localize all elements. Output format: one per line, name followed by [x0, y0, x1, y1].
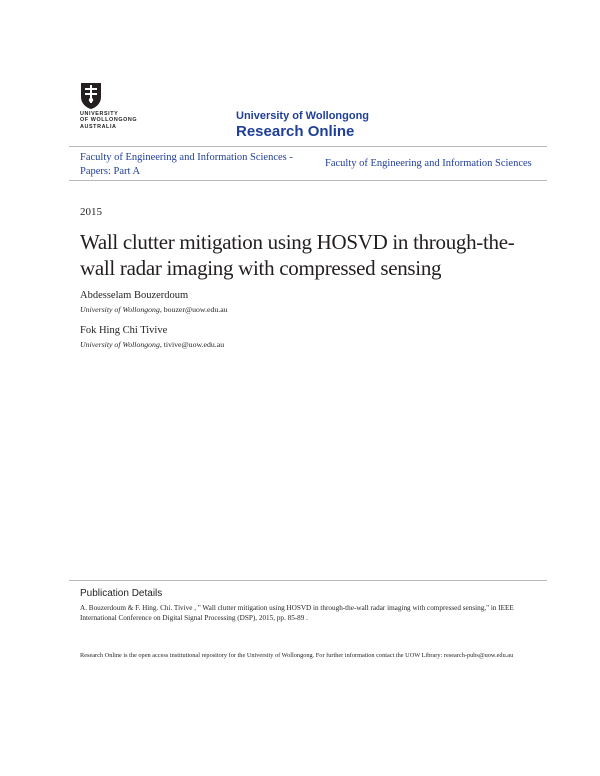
university-link[interactable]: University of Wollongong: [236, 110, 370, 122]
publication-details-text: A. Bouzerdoum & F. Hing. Chi. Tivive , " Wall clutter mitigation using HOSVD in through-the-wall radar imaging with compressed sensing," in IEEE International Conference on Digital Signal Processing (DSP), 2015, pp. 85-89 .: [80, 604, 514, 622]
uow-crest-icon: [80, 82, 102, 110]
repository-footer: Research Online is the open access institutional repository for the University of Wollongong. For further information contact the UOW Library: research-pubs@uow.edu.au: [80, 652, 514, 659]
paper-title[interactable]: Wall clutter mitigation using HOSVD in through-the-wall radar imaging with compressed sensing: [80, 230, 515, 280]
author-name: Fok Hing Chi Tivive: [80, 325, 168, 336]
author-email: , bouzer@uow.edu.au: [159, 305, 228, 314]
publication-details-heading: Publication Details: [80, 588, 163, 599]
publication-year: 2015: [80, 206, 102, 218]
divider-bottom: [69, 180, 547, 181]
affiliation-name: University of Wollongong: [80, 340, 160, 349]
collection-link-faculty[interactable]: Faculty of Engineering and Information Sciences: [325, 158, 532, 169]
author-email: , tivive@uow.edu.au: [159, 340, 225, 349]
author-affiliation: [80, 305, 228, 314]
divider-top: [69, 146, 547, 147]
logo-line-1: UNIVERSITY: [80, 111, 119, 117]
logo-line-3: AUSTRALIA: [80, 123, 117, 130]
uow-logo: [80, 82, 150, 136]
repository-header: [236, 110, 369, 141]
affiliation-name: University of Wollongong: [80, 305, 160, 314]
research-online-link[interactable]: Research Online: [236, 123, 355, 140]
logo-line-2: OF WOLLONGONG: [80, 117, 138, 124]
logo-wordmark: [80, 111, 137, 130]
divider-publication: [69, 580, 547, 581]
author-name: Abdesselam Bouzerdoum: [80, 290, 189, 301]
collection-link-part-a[interactable]: Faculty of Engineering and Information Sciences - Papers: Part A: [80, 152, 293, 177]
author-affiliation: [80, 340, 224, 349]
